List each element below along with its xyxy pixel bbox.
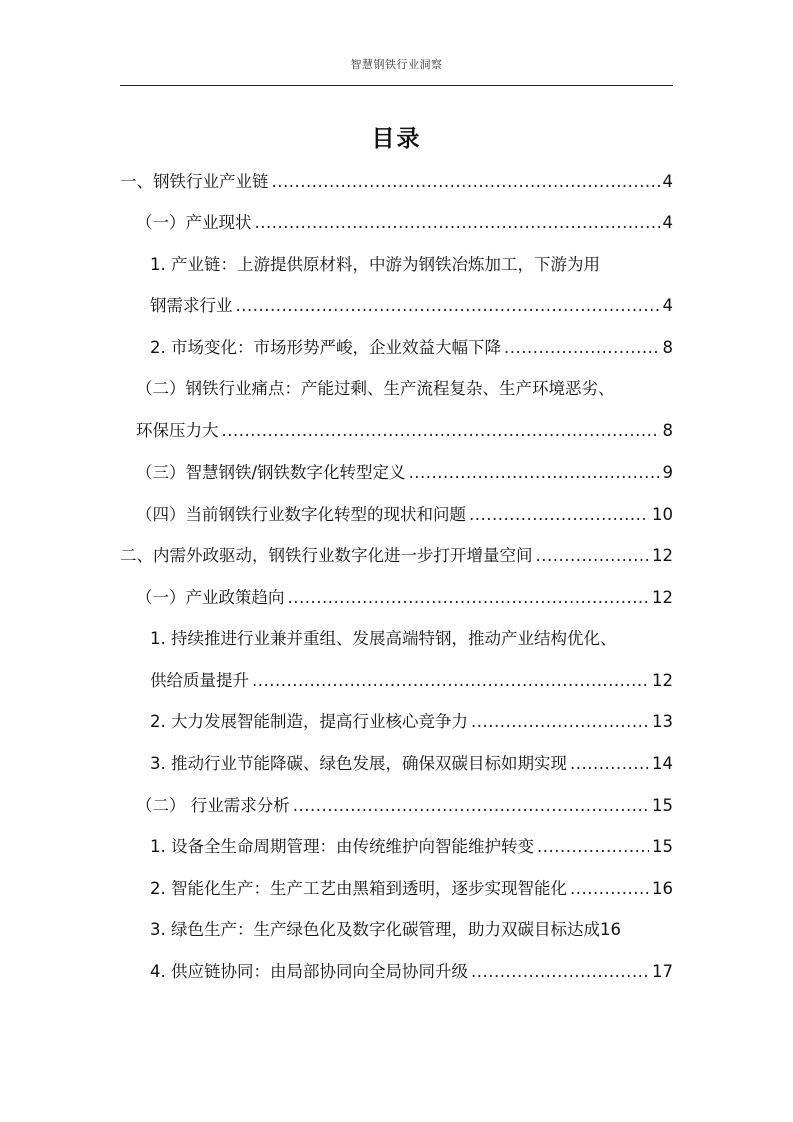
dot-leader <box>252 670 649 692</box>
toc-entry-page: 12 <box>652 588 673 607</box>
toc-entry-label: 4. 供应链协同：由局部协同向全局协同升级 <box>150 962 468 981</box>
toc-entry-page: 12 <box>652 546 673 565</box>
toc-entry-label: 一、钢铁行业产业链 <box>120 172 269 191</box>
toc-entry-page: 16 <box>652 879 673 898</box>
toc-entry-page: 14 <box>652 754 673 773</box>
running-header: 智慧钢铁行业洞察 <box>350 58 443 71</box>
dot-leader <box>570 753 649 775</box>
toc-entry[interactable] <box>150 753 673 775</box>
toc-entry-page: 4 <box>662 172 673 191</box>
toc-entry-page: 8 <box>662 421 673 440</box>
toc-entry-label: 供给质量提升 <box>150 671 249 690</box>
dot-leader <box>471 961 649 983</box>
toc-entry-label: 钢需求行业 <box>150 296 233 315</box>
toc-entry-label: 3. 绿色生产：生产绿色化及数字化碳管理，助力双碳目标达成 <box>150 920 600 939</box>
toc-entry-page: 9 <box>662 463 673 482</box>
toc-entry-label: 环保压力大 <box>136 421 219 440</box>
toc-entry[interactable] <box>150 836 673 858</box>
dot-leader <box>537 836 649 858</box>
dot-leader <box>272 171 660 193</box>
dot-leader <box>409 462 660 484</box>
toc-entry-label: 二、内需外政驱动，钢铁行业数字化进一步打开增量空间 <box>120 546 533 565</box>
toc-entry[interactable] <box>150 670 673 692</box>
toc-entry[interactable] <box>136 504 673 526</box>
toc-entry-page: 8 <box>662 338 673 357</box>
toc-entry-page: 4 <box>662 296 673 315</box>
toc-entry-label: 1. 设备全生命周期管理：由传统维护向智能维护转变 <box>150 837 534 856</box>
toc-entry-label: 2. 市场变化：市场形势严峻，企业效益大幅下降 <box>150 338 501 357</box>
dot-leader <box>293 795 649 817</box>
toc-entry[interactable] <box>150 295 673 317</box>
dot-leader <box>288 587 650 609</box>
dot-leader <box>471 711 649 733</box>
toc-entry-page: 13 <box>652 712 673 731</box>
toc-entry[interactable] <box>150 919 681 941</box>
toc-entry[interactable] <box>120 545 673 567</box>
dot-leader <box>570 878 649 900</box>
toc-title: 目录 <box>371 126 422 152</box>
dot-leader <box>236 295 660 317</box>
toc-entry-page: 15 <box>652 796 673 815</box>
toc-entry[interactable] <box>150 961 673 983</box>
toc-entry-label: （一）产业现状 <box>136 213 252 232</box>
dot-leader <box>504 337 660 359</box>
toc-entry[interactable] <box>136 795 673 817</box>
toc-entry-label: （四）当前钢铁行业数字化转型的现状和问题 <box>136 505 466 524</box>
dot-leader <box>255 212 660 234</box>
toc-entry[interactable] <box>136 462 673 484</box>
toc-entry-label: （三）智慧钢铁/钢铁数字化转型定义 <box>136 463 406 482</box>
toc-entry[interactable] <box>150 337 673 359</box>
toc-entry-page: 16 <box>600 920 621 939</box>
toc-entry[interactable] <box>150 711 673 733</box>
toc-entry-page: 17 <box>652 962 673 981</box>
toc-entry-label: （一）产业政策趋向 <box>136 588 285 607</box>
dot-leader <box>469 504 649 526</box>
toc-entry-page: 15 <box>652 837 673 856</box>
toc-entry-page: 12 <box>652 671 673 690</box>
toc-entry[interactable] <box>136 587 673 609</box>
toc-entry[interactable] <box>120 171 673 193</box>
toc-entry[interactable] <box>136 420 673 442</box>
toc-entry-label: 2. 大力发展智能制造，提高行业核心竞争力 <box>150 712 468 731</box>
toc-entry-label-line1[interactable]: 1. 持续推进行业兼并重组、发展高端特钢，推动产业结构优化、 <box>150 629 617 648</box>
toc-entry-label: （二） 行业需求分析 <box>136 796 290 815</box>
dot-leader <box>222 420 660 442</box>
dot-leader <box>536 545 650 567</box>
toc-entry-label: 2. 智能化生产：生产工艺由黑箱到透明，逐步实现智能化 <box>150 879 567 898</box>
toc-entry-label-line1[interactable]: （二）钢铁行业痛点：产能过剩、生产流程复杂、生产环境恶劣、 <box>136 379 615 398</box>
toc-entry-page: 10 <box>652 505 673 524</box>
toc-entry[interactable] <box>136 212 673 234</box>
toc-entry-label-line1[interactable]: 1. 产业链：上游提供原材料，中游为钢铁冶炼加工，下游为用 <box>150 255 600 274</box>
toc-entry-page: 4 <box>662 213 673 232</box>
toc-entry[interactable] <box>150 878 673 900</box>
toc-entry-label: 3. 推动行业节能降碳、绿色发展，确保双碳目标如期实现 <box>150 754 567 773</box>
